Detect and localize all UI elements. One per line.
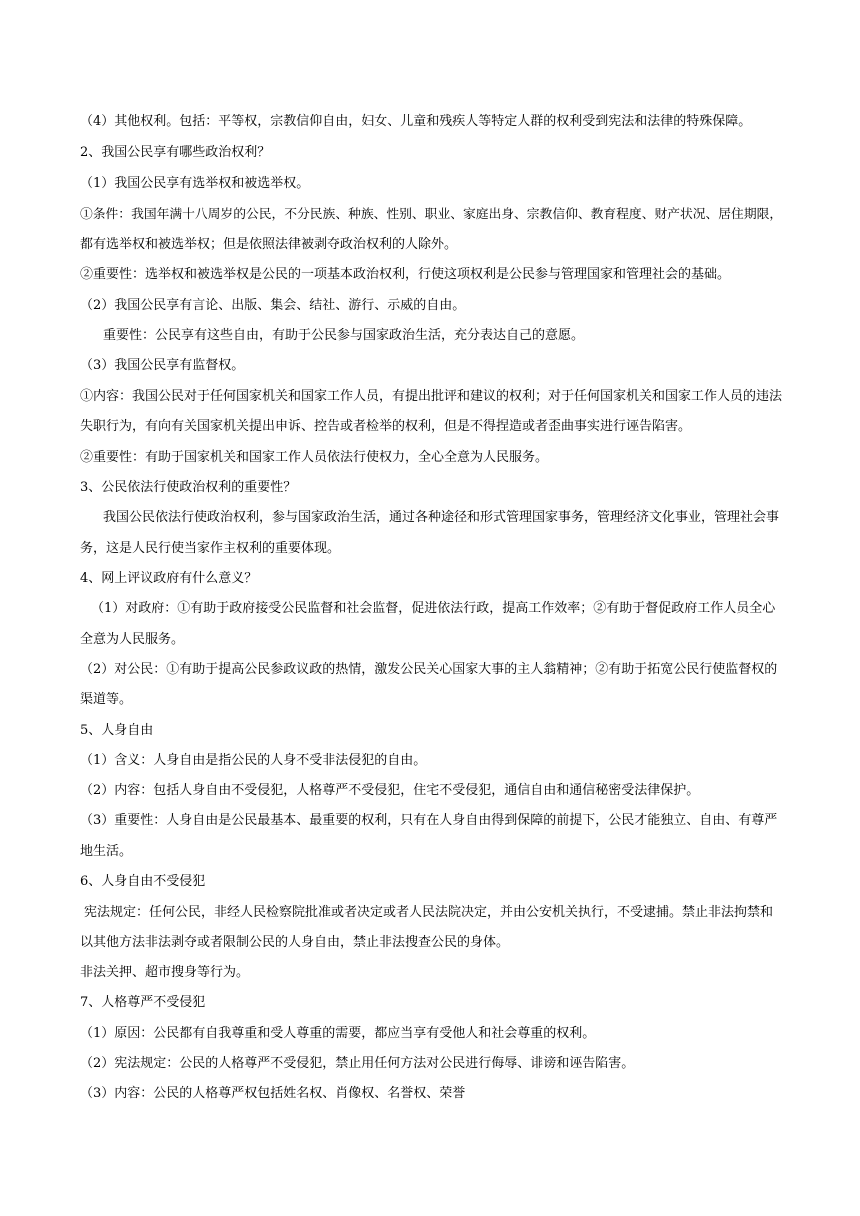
text-line: （1）对政府：①有助于政府接受公民监督和社会监督，促进依法行政，提高工作效率；②有助于督促政府工作人员全心 <box>91 601 776 616</box>
text-line: （1）我国公民享有选举权和被选举权。 <box>80 176 310 191</box>
text-line: （1）含义：人身自由是指公民的人身不受非法侵犯的自由。 <box>80 753 427 768</box>
text-line: 失职行为，有向有关国家机关提出申诉、控告或者检举的权利，但是不得捏造或者歪曲事实进行诬告陷害。 <box>80 419 692 434</box>
section-heading: 3、公民依法行使政治权利的重要性？ <box>80 480 297 495</box>
section-heading: 4、网上评议政府有什么意义？ <box>80 571 258 586</box>
section-heading: 6、人身自由不受侵犯 <box>80 874 206 889</box>
text-line: （2）内容：包括人身自由不受侵犯，人格尊严不受侵犯，住宅不受侵犯，通信自由和通信秘密受法律保护。 <box>80 783 700 798</box>
section-heading: 7、人格尊严不受侵犯 <box>80 995 206 1010</box>
text-line: （2）对公民：①有助于提高公民参政议政的热情，激发公民关心国家大事的主人翁精神；②有助于拓宽公民行使监督权的 <box>80 662 778 677</box>
text-line: （1）原因：公民都有自我尊重和受人尊重的需要，都应当享有受他人和社会尊重的权利。 <box>80 1026 596 1041</box>
text-line: ②重要性：有助于国家机关和国家工作人员依法行使权力，全心全意为人民服务。 <box>80 450 549 465</box>
text-line: 宪法规定：任何公民，非经人民检察院批准或者决定或者人民法院决定，并由公安机关执行，不受逮捕。禁止非法拘禁和 <box>84 905 774 920</box>
text-line: （3）我国公民享有监督权。 <box>80 358 245 373</box>
text-line: （3）重要性：人身自由是公民最基本、最重要的权利，只有在人身自由得到保障的前提下，公民才能独立、自由、有尊严 <box>80 813 778 828</box>
text-line: 我国公民依法行使政治权利，参与国家政治生活，通过各种途径和形式管理国家事务，管理经济文化事业，管理社会事 <box>103 510 780 525</box>
text-line: 以其他方法非法剥夺或者限制公民的人身自由，禁止非法搜查公民的身体。 <box>80 935 510 950</box>
text-line: （3）内容：公民的人格尊严权包括姓名权、肖像权、名誉权、荣誉 <box>80 1086 466 1101</box>
section-heading: 2、我国公民享有哪些政治权利？ <box>80 145 271 160</box>
text-line: ①内容：我国公民对于任何国家机关和国家工作人员，有提出批评和建议的权利；对于任何国家机关和国家工作人员的违法 <box>80 389 783 404</box>
text-line: 务，这是人民行使当家作主权利的重要体现。 <box>80 541 341 556</box>
text-line: ②重要性：选举权和被选举权是公民的一项基本政治权利，行使这项权利是公民参与管理国家和管理社会的基础。 <box>80 267 731 282</box>
text-line: 地生活。 <box>80 844 133 859</box>
text-line: 非法关押、超市搜身等行为。 <box>80 965 250 980</box>
text-line: （4）其他权利。包括：平等权，宗教信仰自由，妇女、儿童和残疾人等特定人群的权利受到宪法和法律的特殊保障。 <box>80 114 752 129</box>
text-line: （2）我国公民享有言论、出版、集会、结社、游行、示威的自由。 <box>80 298 466 313</box>
section-heading: 5、人身自由 <box>80 723 154 738</box>
text-line: 重要性：公民享有这些自由，有助于公民参与国家政治生活，充分表达自己的意愿。 <box>103 328 585 343</box>
text-line: ①条件：我国年满十八周岁的公民，不分民族、种族、性别、职业、家庭出身、宗教信仰、教育程度、财产状况、居住期限， <box>80 207 783 222</box>
text-line: 都有选举权和被选举权；但是依照法律被剥夺政治权利的人除外。 <box>80 237 458 252</box>
text-line: （2）宪法规定：公民的人格尊严不受侵犯，禁止用任何方法对公民进行侮辱、诽谤和诬告陷害。 <box>80 1056 635 1071</box>
text-line: 全意为人民服务。 <box>80 632 185 647</box>
text-line: 渠道等。 <box>80 692 133 707</box>
